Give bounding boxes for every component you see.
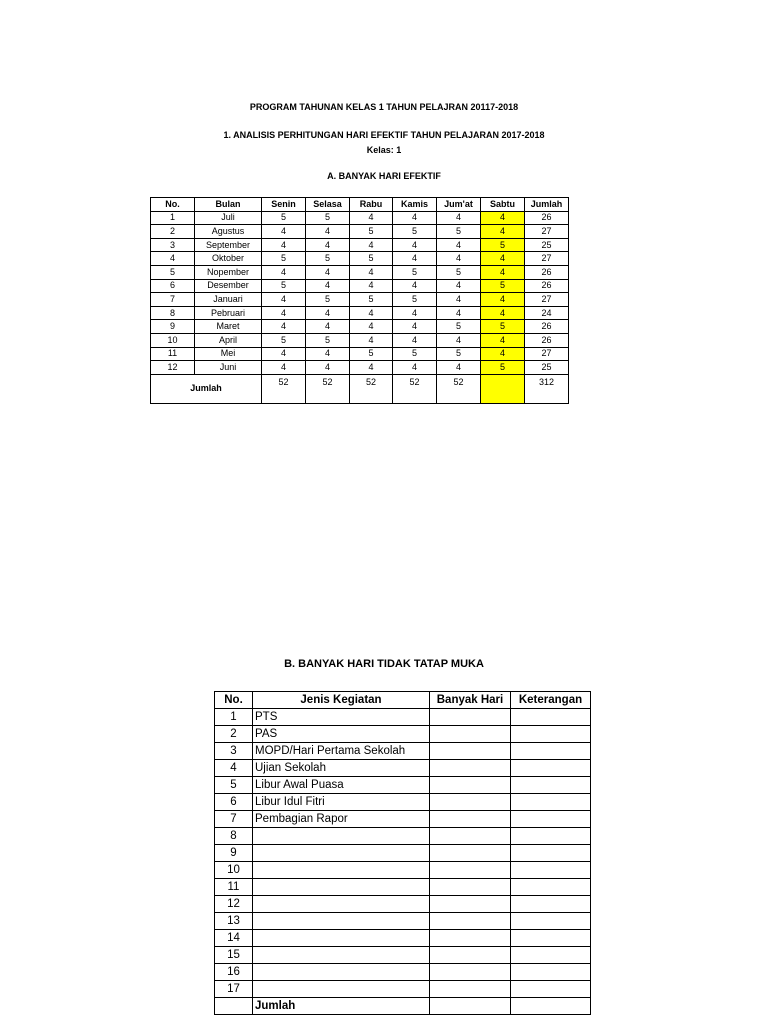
cell-jumat: 4 (437, 252, 481, 266)
total-label: Jumlah (253, 998, 430, 1015)
cell-banyak-hari (430, 828, 511, 845)
total-no-cell (215, 998, 253, 1015)
header-keterangan: Keterangan (511, 692, 591, 709)
cell-no: 6 (151, 279, 195, 293)
total-banyak-hari (430, 998, 511, 1015)
cell-sabtu: 5 (481, 279, 525, 293)
cell-jumlah: 26 (525, 320, 569, 334)
cell-banyak-hari (430, 777, 511, 794)
cell-no: 4 (151, 252, 195, 266)
cell-senin: 5 (262, 279, 306, 293)
cell-sabtu: 4 (481, 293, 525, 307)
cell-rabu: 4 (350, 361, 393, 375)
cell-jumlah: 27 (525, 225, 569, 239)
cell-senin: 4 (262, 361, 306, 375)
cell-sabtu: 4 (481, 211, 525, 225)
effective-days-table (150, 197, 569, 404)
header-selasa: Selasa (306, 198, 350, 212)
table-row (215, 862, 591, 879)
table-row (215, 709, 591, 726)
total-senin: 52 (262, 374, 306, 403)
table-row (215, 828, 591, 845)
cell-rabu: 5 (350, 347, 393, 361)
cell-kegiatan: MOPD/Hari Pertama Sekolah (253, 743, 430, 760)
cell-bulan: Nopember (195, 265, 262, 279)
cell-selasa: 4 (306, 361, 350, 375)
table-row (215, 726, 591, 743)
cell-kegiatan: Pembagian Rapor (253, 811, 430, 828)
cell-jumlah: 25 (525, 361, 569, 375)
cell-bulan: Desember (195, 279, 262, 293)
cell-rabu: 5 (350, 293, 393, 307)
cell-no: 12 (151, 361, 195, 375)
cell-bulan: Juli (195, 211, 262, 225)
table-row (151, 252, 569, 266)
non-teaching-header-row (215, 692, 591, 709)
table-row (151, 320, 569, 334)
cell-rabu: 4 (350, 238, 393, 252)
cell-selasa: 4 (306, 347, 350, 361)
cell-bulan: September (195, 238, 262, 252)
header-senin: Senin (262, 198, 306, 212)
cell-jumlah: 27 (525, 347, 569, 361)
cell-no: 15 (215, 947, 253, 964)
cell-jumat: 4 (437, 279, 481, 293)
table-row (215, 981, 591, 998)
cell-selasa: 5 (306, 211, 350, 225)
total-selasa: 52 (306, 374, 350, 403)
cell-jumat: 4 (437, 361, 481, 375)
table-row (215, 777, 591, 794)
cell-keterangan (511, 964, 591, 981)
header-bulan: Bulan (195, 198, 262, 212)
cell-kamis: 4 (393, 361, 437, 375)
cell-keterangan (511, 811, 591, 828)
cell-no: 5 (151, 265, 195, 279)
cell-no: 14 (215, 930, 253, 947)
cell-banyak-hari (430, 726, 511, 743)
cell-sabtu: 4 (481, 333, 525, 347)
header-jumlah: Jumlah (525, 198, 569, 212)
table-row (151, 293, 569, 307)
cell-bulan: April (195, 333, 262, 347)
cell-kegiatan (253, 828, 430, 845)
cell-jumat: 5 (437, 225, 481, 239)
table-row (215, 947, 591, 964)
cell-no: 2 (215, 726, 253, 743)
cell-selasa: 4 (306, 320, 350, 334)
cell-no: 6 (215, 794, 253, 811)
table-row (215, 879, 591, 896)
cell-jumlah: 25 (525, 238, 569, 252)
cell-rabu: 5 (350, 225, 393, 239)
cell-selasa: 4 (306, 279, 350, 293)
cell-senin: 5 (262, 252, 306, 266)
cell-senin: 4 (262, 320, 306, 334)
cell-jumlah: 27 (525, 252, 569, 266)
cell-kegiatan: Ujian Sekolah (253, 760, 430, 777)
total-row (215, 998, 591, 1015)
cell-no: 3 (151, 238, 195, 252)
cell-selasa: 4 (306, 225, 350, 239)
cell-no: 4 (215, 760, 253, 777)
table-row (215, 930, 591, 947)
cell-keterangan (511, 794, 591, 811)
cell-senin: 4 (262, 265, 306, 279)
table-row (151, 347, 569, 361)
cell-no: 17 (215, 981, 253, 998)
cell-banyak-hari (430, 845, 511, 862)
total-keterangan (511, 998, 591, 1015)
cell-kegiatan: Libur Awal Puasa (253, 777, 430, 794)
cell-banyak-hari (430, 964, 511, 981)
cell-kamis: 4 (393, 238, 437, 252)
table-row (215, 760, 591, 777)
cell-jumat: 4 (437, 238, 481, 252)
cell-selasa: 4 (306, 306, 350, 320)
non-teaching-days-table (214, 691, 591, 1015)
cell-banyak-hari (430, 794, 511, 811)
cell-keterangan (511, 845, 591, 862)
cell-jumlah: 26 (525, 211, 569, 225)
table-row (215, 811, 591, 828)
cell-no: 2 (151, 225, 195, 239)
cell-keterangan (511, 760, 591, 777)
cell-sabtu: 5 (481, 320, 525, 334)
table-row (215, 913, 591, 930)
cell-kamis: 5 (393, 265, 437, 279)
cell-kegiatan: Libur Idul Fitri (253, 794, 430, 811)
cell-senin: 4 (262, 293, 306, 307)
effective-days-header-row (151, 198, 569, 212)
table-row (215, 794, 591, 811)
cell-sabtu: 5 (481, 361, 525, 375)
cell-rabu: 4 (350, 333, 393, 347)
cell-keterangan (511, 777, 591, 794)
table-row (151, 333, 569, 347)
header-banyak-hari: Banyak Hari (430, 692, 511, 709)
cell-jumlah: 26 (525, 265, 569, 279)
table-row (151, 279, 569, 293)
cell-rabu: 4 (350, 320, 393, 334)
cell-banyak-hari (430, 896, 511, 913)
cell-no: 11 (215, 879, 253, 896)
cell-no: 16 (215, 964, 253, 981)
cell-keterangan (511, 930, 591, 947)
cell-no: 9 (215, 845, 253, 862)
cell-keterangan (511, 743, 591, 760)
cell-kegiatan (253, 879, 430, 896)
cell-kamis: 4 (393, 320, 437, 334)
cell-bulan: Juni (195, 361, 262, 375)
cell-senin: 5 (262, 211, 306, 225)
cell-kamis: 4 (393, 252, 437, 266)
cell-rabu: 4 (350, 279, 393, 293)
cell-no: 7 (215, 811, 253, 828)
cell-jumat: 4 (437, 293, 481, 307)
cell-rabu: 4 (350, 211, 393, 225)
table-row (215, 896, 591, 913)
header-no: No. (151, 198, 195, 212)
analysis-heading: 1. ANALISIS PERHITUNGAN HARI EFEKTIF TAHUN PELAJARAN 2017-2018 (223, 130, 545, 140)
cell-banyak-hari (430, 862, 511, 879)
cell-kamis: 5 (393, 225, 437, 239)
cell-sabtu: 4 (481, 225, 525, 239)
cell-kegiatan (253, 913, 430, 930)
cell-banyak-hari (430, 879, 511, 896)
cell-no: 8 (151, 306, 195, 320)
header-sabtu: Sabtu (481, 198, 525, 212)
cell-senin: 4 (262, 225, 306, 239)
section-a-heading: A. BANYAK HARI EFEKTIF (327, 171, 441, 181)
cell-banyak-hari (430, 913, 511, 930)
cell-senin: 4 (262, 306, 306, 320)
cell-selasa: 5 (306, 333, 350, 347)
cell-kegiatan (253, 930, 430, 947)
cell-kamis: 4 (393, 306, 437, 320)
total-label: Jumlah (151, 374, 262, 403)
cell-sabtu: 4 (481, 306, 525, 320)
cell-banyak-hari (430, 743, 511, 760)
cell-jumat: 4 (437, 306, 481, 320)
document-title: PROGRAM TAHUNAN KELAS 1 TAHUN PELAJRAN 20117-2018 (249, 102, 519, 112)
table-row (151, 361, 569, 375)
cell-no: 8 (215, 828, 253, 845)
cell-kamis: 4 (393, 279, 437, 293)
total-jumlah: 312 (525, 374, 569, 403)
cell-bulan: Pebruari (195, 306, 262, 320)
cell-bulan: Agustus (195, 225, 262, 239)
cell-kamis: 5 (393, 293, 437, 307)
total-rabu: 52 (350, 374, 393, 403)
cell-keterangan (511, 726, 591, 743)
cell-keterangan (511, 879, 591, 896)
cell-bulan: Mei (195, 347, 262, 361)
cell-selasa: 5 (306, 252, 350, 266)
table-row (151, 306, 569, 320)
cell-banyak-hari (430, 760, 511, 777)
cell-jumat: 4 (437, 211, 481, 225)
cell-no: 11 (151, 347, 195, 361)
cell-jumlah: 24 (525, 306, 569, 320)
cell-banyak-hari (430, 930, 511, 947)
cell-sabtu: 5 (481, 238, 525, 252)
table-row (215, 845, 591, 862)
cell-no: 1 (215, 709, 253, 726)
cell-rabu: 4 (350, 306, 393, 320)
cell-kegiatan (253, 947, 430, 964)
cell-rabu: 5 (350, 252, 393, 266)
cell-banyak-hari (430, 947, 511, 964)
section-b-heading: B. BANYAK HARI TIDAK TATAP MUKA (284, 658, 484, 670)
total-jumat: 52 (437, 374, 481, 403)
cell-senin: 4 (262, 347, 306, 361)
cell-kegiatan (253, 964, 430, 981)
header-no: No. (215, 692, 253, 709)
cell-jumat: 4 (437, 333, 481, 347)
cell-no: 10 (151, 333, 195, 347)
total-kamis: 52 (393, 374, 437, 403)
table-row (151, 211, 569, 225)
cell-no: 3 (215, 743, 253, 760)
table-row (215, 743, 591, 760)
cell-jumat: 5 (437, 265, 481, 279)
cell-selasa: 4 (306, 238, 350, 252)
cell-keterangan (511, 913, 591, 930)
cell-no: 10 (215, 862, 253, 879)
cell-keterangan (511, 709, 591, 726)
cell-no: 13 (215, 913, 253, 930)
cell-bulan: Januari (195, 293, 262, 307)
header-jenis-kegiatan: Jenis Kegiatan (253, 692, 430, 709)
cell-kegiatan (253, 845, 430, 862)
cell-jumat: 5 (437, 347, 481, 361)
cell-no: 9 (151, 320, 195, 334)
cell-banyak-hari (430, 709, 511, 726)
total-sabtu (481, 374, 525, 403)
table-row (215, 964, 591, 981)
cell-senin: 4 (262, 238, 306, 252)
cell-kamis: 4 (393, 211, 437, 225)
cell-jumlah: 26 (525, 333, 569, 347)
cell-banyak-hari (430, 811, 511, 828)
table-row (151, 265, 569, 279)
cell-keterangan (511, 862, 591, 879)
cell-keterangan (511, 947, 591, 964)
kelas-label: Kelas: 1 (366, 145, 402, 155)
total-row (151, 374, 569, 403)
cell-selasa: 5 (306, 293, 350, 307)
cell-bulan: Maret (195, 320, 262, 334)
cell-jumat: 5 (437, 320, 481, 334)
cell-rabu: 4 (350, 265, 393, 279)
cell-no: 1 (151, 211, 195, 225)
cell-kegiatan (253, 862, 430, 879)
header-jumat: Jum'at (437, 198, 481, 212)
cell-sabtu: 4 (481, 252, 525, 266)
cell-kegiatan (253, 981, 430, 998)
cell-sabtu: 4 (481, 265, 525, 279)
cell-senin: 5 (262, 333, 306, 347)
cell-jumlah: 26 (525, 279, 569, 293)
cell-bulan: Oktober (195, 252, 262, 266)
cell-keterangan (511, 896, 591, 913)
cell-jumlah: 27 (525, 293, 569, 307)
cell-banyak-hari (430, 981, 511, 998)
table-row (151, 225, 569, 239)
table-row (151, 238, 569, 252)
cell-kamis: 5 (393, 347, 437, 361)
cell-kegiatan (253, 896, 430, 913)
cell-sabtu: 4 (481, 347, 525, 361)
header-rabu: Rabu (350, 198, 393, 212)
cell-kegiatan: PTS (253, 709, 430, 726)
cell-no: 12 (215, 896, 253, 913)
cell-kegiatan: PAS (253, 726, 430, 743)
cell-keterangan (511, 828, 591, 845)
cell-selasa: 4 (306, 265, 350, 279)
cell-no: 7 (151, 293, 195, 307)
cell-no: 5 (215, 777, 253, 794)
cell-kamis: 4 (393, 333, 437, 347)
cell-keterangan (511, 981, 591, 998)
header-kamis: Kamis (393, 198, 437, 212)
